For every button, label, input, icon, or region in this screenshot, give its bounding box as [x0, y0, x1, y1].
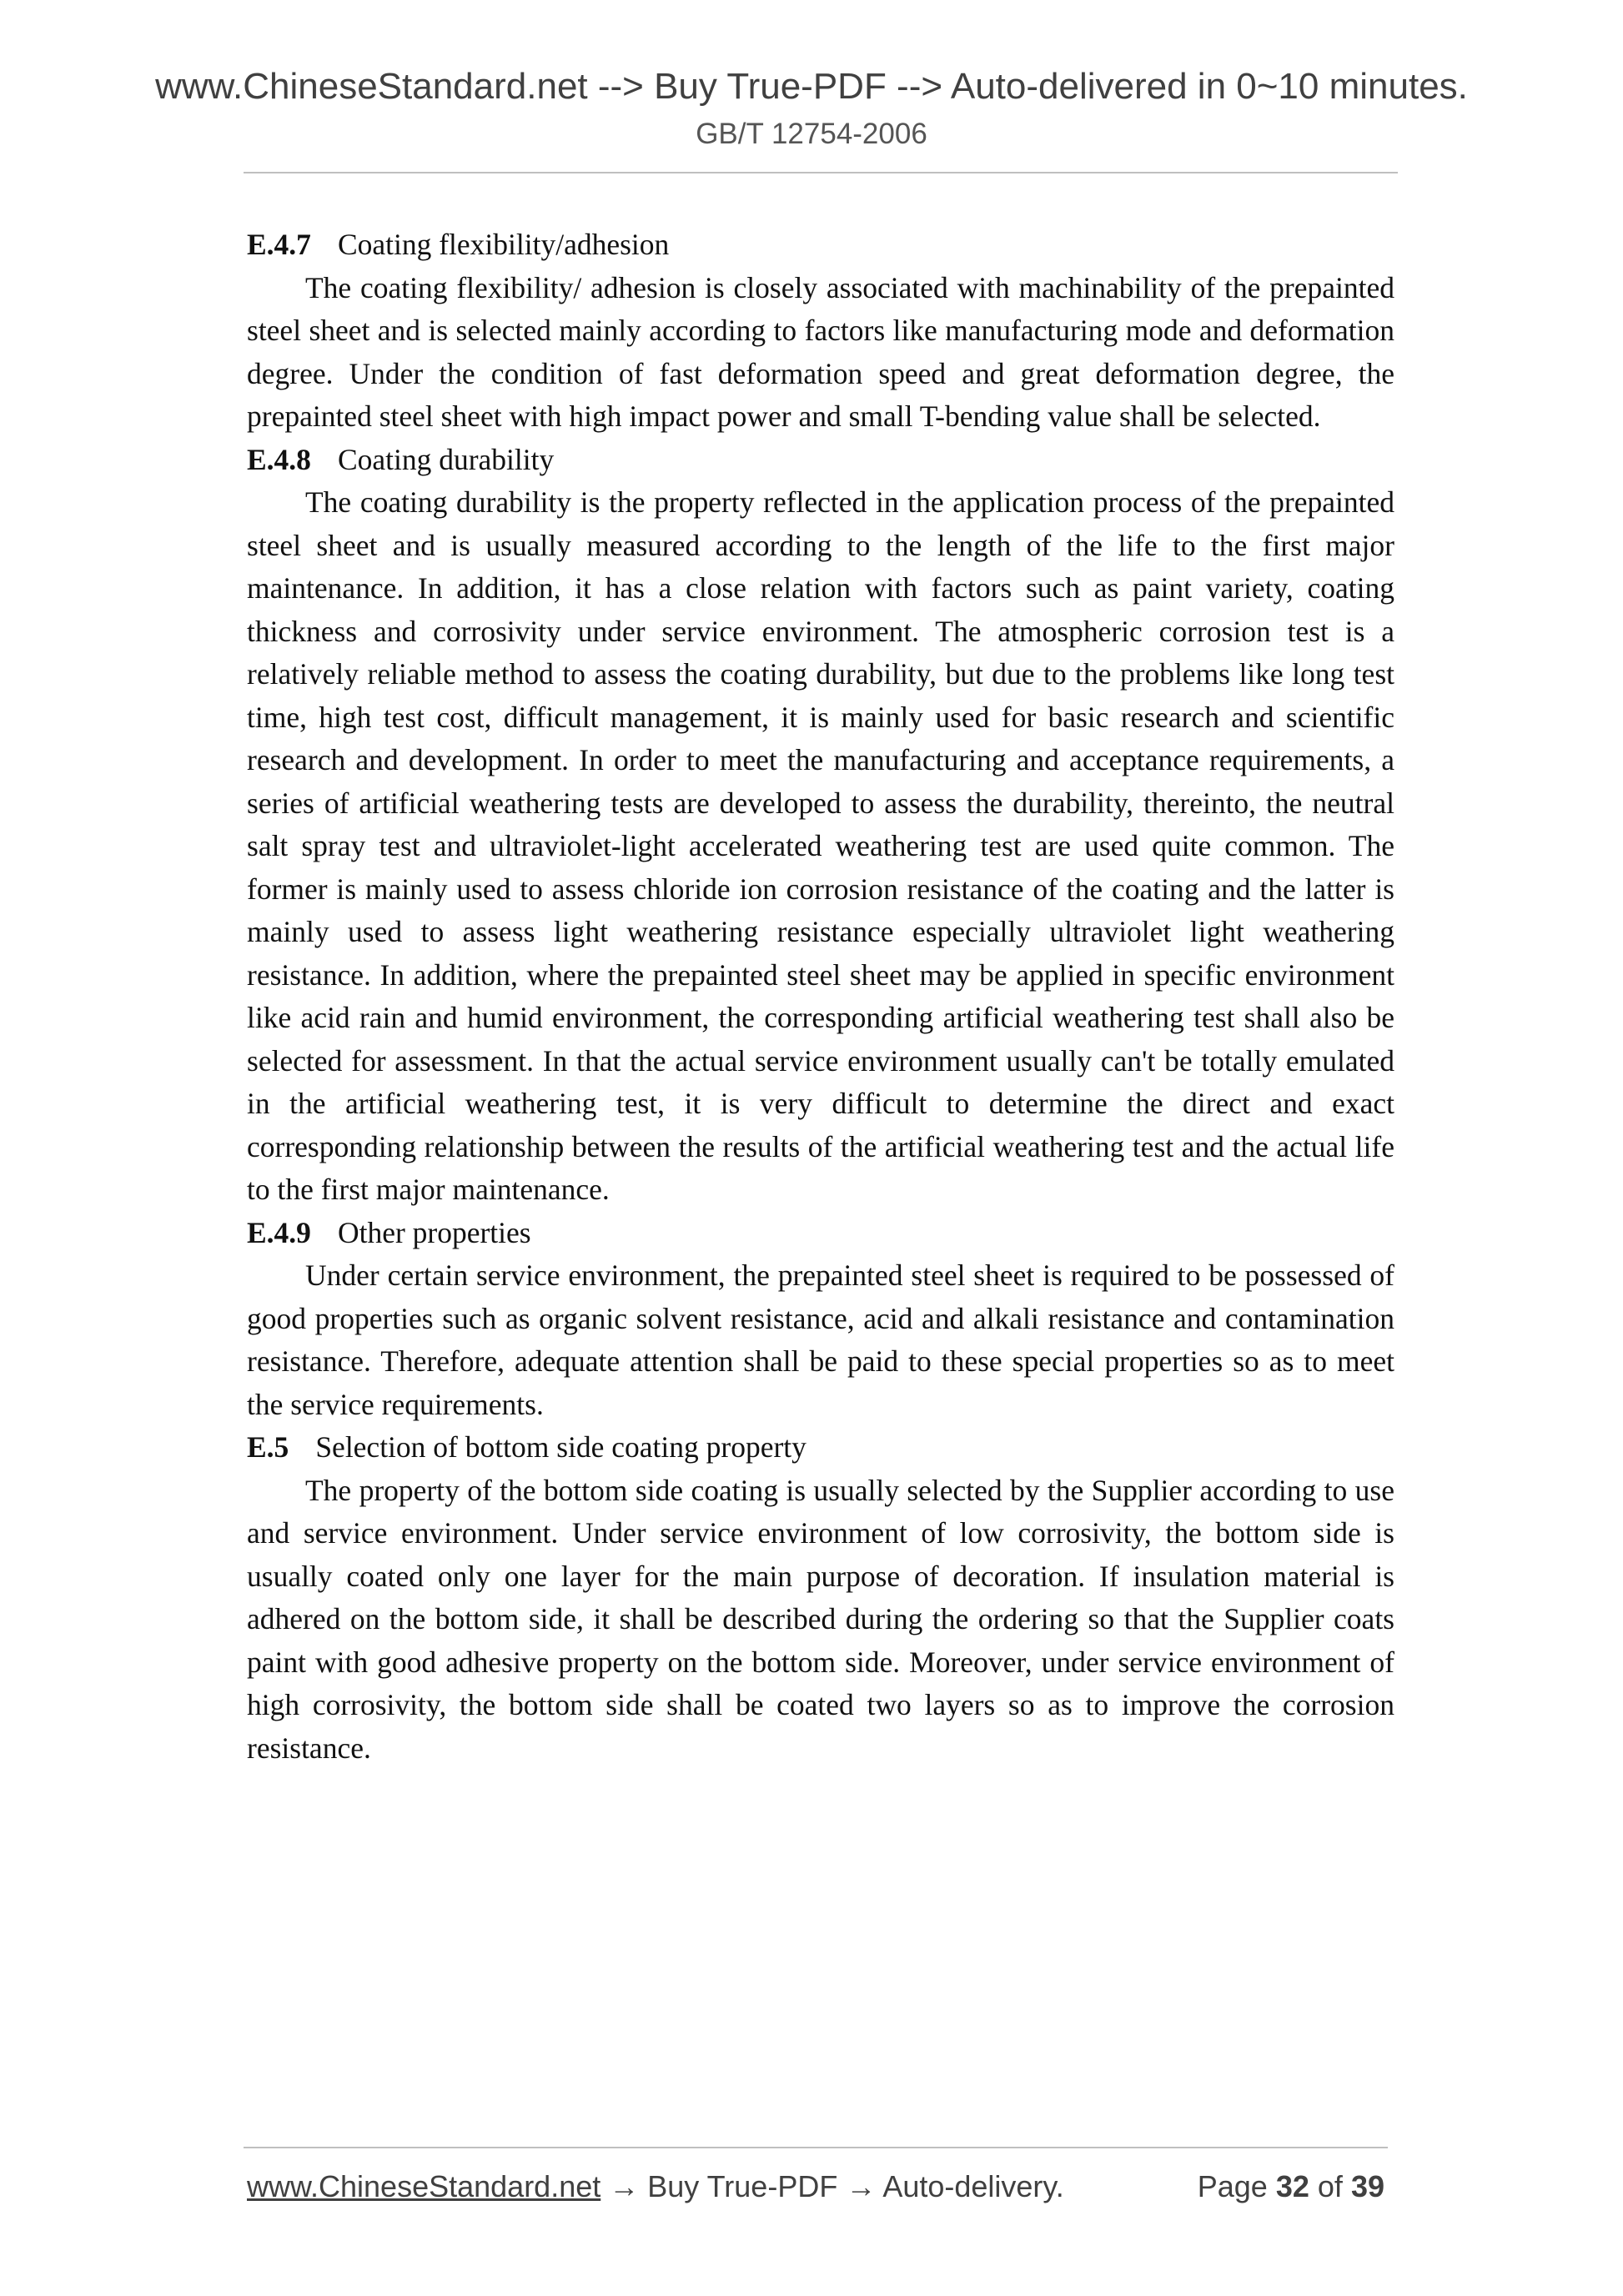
section-heading	[247, 1426, 1394, 1470]
footer-divider	[244, 2147, 1388, 2148]
section-title: Coating durability	[337, 442, 555, 476]
section-e-4-9	[247, 1212, 1394, 1427]
page-indicator	[1198, 2165, 1384, 2208]
page-label: Page	[1197, 2169, 1268, 2203]
section-paragraph: The coating flexibility/ adhesion is closely associated with machinability of the prepainted steel sheet and is selected mainly according to factors like manufacturing mode and deformation degree. Under the condition of fast deformation speed and great deformation degree, the prepainted steel sheet with high impact power and small T-bending value shall be selected.	[247, 270, 1394, 433]
page-of-label: of	[1317, 2169, 1343, 2203]
page-footer	[247, 2165, 1384, 2208]
section-heading	[247, 1212, 1394, 1255]
section-e-5	[247, 1426, 1394, 1770]
section-paragraph: Under certain service environment, the prepainted steel sheet is required to be possessed of good properties such as organic solvent resistance, acid and alkali resistance and contamination resistance. Therefore, adequate attention shall be paid to these special properties so as to meet the service requirements.	[247, 1259, 1394, 1421]
header-banner: www.ChineseStandard.net --> Buy True-PDF --> Auto-delivered in 0~10 minutes.	[155, 66, 1468, 107]
footer-promo-text: → Buy True-PDF → Auto-delivery.	[600, 2169, 1064, 2203]
section-title: Selection of bottom side coating property	[315, 1430, 806, 1464]
footer-site-link[interactable]: www.ChineseStandard.net	[247, 2169, 601, 2203]
section-heading	[247, 224, 1394, 267]
section-paragraph: The property of the bottom side coating is usually selected by the Supplier according to use and service environment. Under service environment of low corrosivity, the bottom side is usually coated only one layer for the main purpose of decoration. If insulation material is adhered on the bottom side, it shall be described during the ordering so that the Supplier coats paint with good adhesive property on the bottom side. Moreover, under service environment of high corrosivity, the bottom side shall be coated two layers so as to improve the corrosion resistance.	[247, 1473, 1394, 1765]
header-divider	[244, 172, 1398, 173]
page-total: 39	[1350, 2169, 1384, 2203]
section-heading	[247, 439, 1394, 482]
section-number: E.5	[247, 1430, 289, 1464]
section-paragraph: The coating durability is the property reflected in the application process of the prepainted steel sheet and is usually measured according to the length of the life to the first major maintenance. In addition, it has a close relation with factors such as paint variety, coating thickness and corrosivity under service environment. The atmospheric corrosion test is a relatively reliable method to assess the coating durability, but due to the problems like long test time, high test cost, difficult management, it is mainly used for basic research and scientific research and development. In order to meet the manufacturing and acceptance requirements, a series of artificial weathering tests are developed to assess the durability, thereinto, the neutral salt spray test and ultraviolet-light accelerated weathering test are used quite common. The former is mainly used to assess chloride ion corrosion resistance of the coating and the latter is mainly used to assess light weathering resistance especially ultraviolet light weathering resistance. In addition, where the prepainted steel sheet may be applied in specific environment like acid rain and humid environment, the corresponding artificial weathering test shall also be selected for assessment. In that the actual service environment usually can't be totally emulated in the artificial weathering test, it is very difficult to determine the direct and exact corresponding relationship between the results of the artificial weathering test and the actual life to the first major maintenance.	[247, 485, 1394, 1206]
section-title: Coating flexibility/adhesion	[337, 228, 670, 261]
section-e-4-8	[247, 439, 1394, 1212]
document-body	[247, 224, 1394, 1770]
section-number: E.4.8	[247, 442, 311, 476]
page-current: 32	[1275, 2169, 1309, 2203]
section-number: E.4.7	[247, 228, 311, 261]
section-e-4-7	[247, 224, 1394, 439]
footer-promo	[247, 2165, 1064, 2208]
section-number: E.4.9	[247, 1215, 311, 1249]
section-title: Other properties	[337, 1215, 531, 1249]
standard-code: GB/T 12754-2006	[696, 118, 927, 150]
